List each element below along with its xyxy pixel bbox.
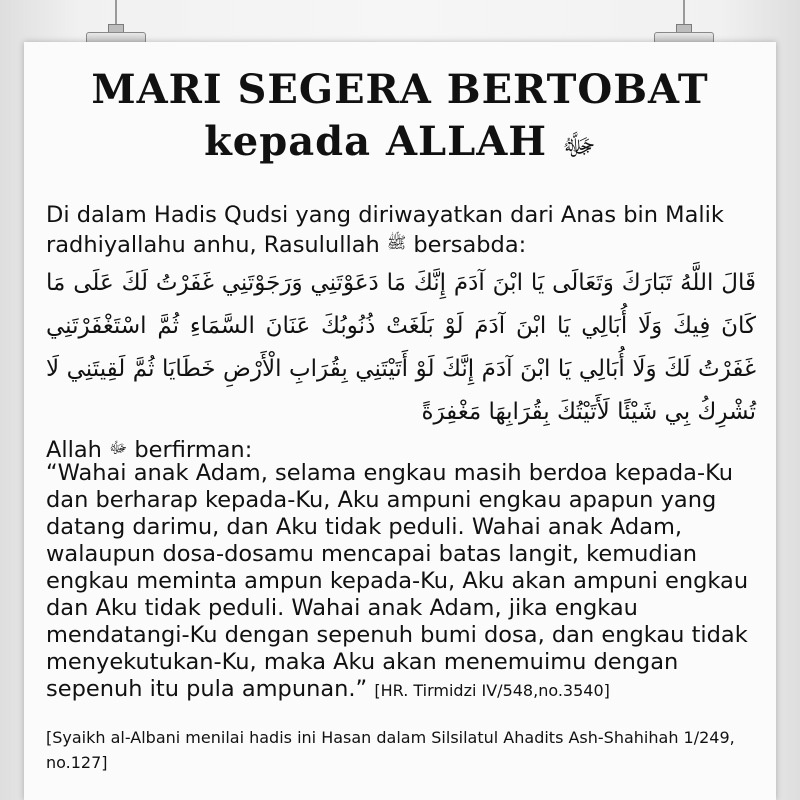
intro-text-after: bersabda: — [413, 232, 527, 258]
title-line-2 — [0, 118, 800, 170]
jalla-jalaluhu-glyph-small: ﷻ — [109, 438, 128, 457]
firman-text-after: berfirman: — [134, 437, 253, 463]
title-line-2-text: kepada ALLAH — [204, 118, 548, 165]
intro-text-before: Di dalam Hadis Qudsi yang diriwayatkan dari Anas bin Malik radhiyallahu anhu, Rasulullah — [46, 202, 724, 258]
jalla-jalaluhu-glyph: ﷻ — [562, 128, 596, 163]
arabic-hadith-text: قَالَ اللَّهُ تَبَارَكَ وَتَعَالَى يَا ابْنَ آدَمَ إِنَّكَ مَا دَعَوْتَنِي وَرَجَوْتَنِي غَفَرْتُ لَكَ عَلَى مَا كَانَ فِيكَ وَلَا أُبَالِي يَا ابْنَ آدَمَ لَوْ بَلَغَتْ ذُنُوبُكَ عَنَانَ السَّمَاءِ ثُمَّ اسْتَغْفَرْتَنِي غَفَرْتُ لَكَ وَلَا أُبَالِي يَا ابْنَ آدَمَ إِنَّكَ لَوْ أَتَيْتَنِي بِقُرَابِ الْأَرْضِ خَطَايَا ثُمَّ لَقِيتَنِي لَا تُشْرِكُ بِي شَيْئًا لَأَتَيْتُكَ بِقُرَابِهَا مَغْفِرَةً — [46, 270, 756, 425]
firman-text-before: Allah — [46, 437, 102, 463]
hadith-reference: [HR. Tirmidzi IV/548,no.3540] — [374, 681, 610, 700]
title-line-1: MARI SEGERA BERTOBAT — [91, 66, 709, 113]
translation-text: “Wahai anak Adam, selama engkau masih berdoa kepada-Ku dan berharap kepada-Ku, Aku ampuni engkau apapun yang datang darimu, dan Aku tidak peduli. Wahai anak Adam, walaupun dosa-dosamu mencapai batas langit, kemudian engkau meminta ampun kepada-Ku, Aku akan ampuni engkau dan Aku tidak peduli. Wahai anak Adam, jika engkau mendatangi-Ku dengan sepenuh bumi dosa, dan engkau tidak menyekutukan-Ku, maka Aku akan menemuimu dengan sepenuh itu pula ampunan.” — [46, 460, 749, 702]
hadith-translation — [46, 460, 766, 704]
grading-footnote: [Syaikh al-Albani menilai hadis ini Hasan dalam Silsilatul Ahadits Ash-Shahihah 1/249, no.127] — [46, 728, 735, 772]
sallallahu-alaihi-wasallam-glyph: ﷺ — [386, 233, 407, 252]
intro-paragraph — [46, 202, 766, 259]
